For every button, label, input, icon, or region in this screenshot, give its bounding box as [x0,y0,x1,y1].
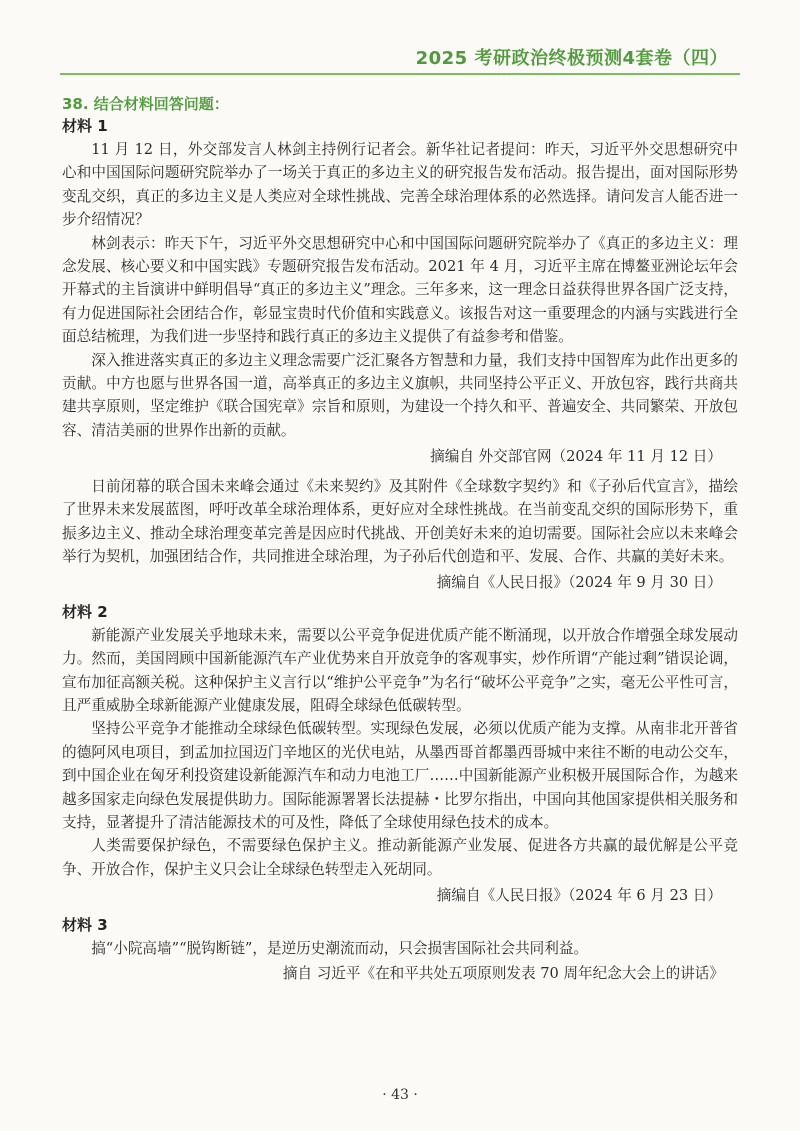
question-title: 38. 结合材料回答问题： [62,95,229,113]
material-2-paragraph: 人类需要保护绿色，不需要绿色保护主义。推动新能源产业发展、促进各方共赢的最优解是公平竞争、开放合作，保护主义只会让全球绿色转型走入死胡同。 [62,837,738,878]
material-2-paragraph: 坚持公平竞争才能推动全球绿色低碳转型。实现绿色发展，必须以优质产能为支撑。从南非北开普省的德阿风电项目，到孟加拉国迈门辛地区的光伏电站，从墨西哥首都墨西哥城中来往不断的电动公交车，到中国企业在匈牙利投资建设新能源汽车和动力电池工厂……中国新能源产业积极开展国际合作，为越来越多国家走向绿色发展提供助力。国际能源署署长法提赫・比罗尔指出，中国向其他国家提供相关服务和支持，显著提升了清洁能源技术的可及性，降低了全球使用绿色技术的成本。 [62,720,738,831]
material-1-source: 摘编自《人民日报》（2024 年 9 月 30 日） [436,574,722,592]
header-title: 2025 考研政治终极预测4套卷（四） [415,48,728,69]
material-1-paragraph: 林剑表示：昨天下午，习近平外交思想研究中心和中国国际问题研究院举办了《真正的多边主义：理念发展、核心要义和中国实践》专题研究报告发布活动。2021 年 4 月，习近平主席在博鳌亚洲论坛年会开幕式的主旨演讲中鲜明倡导“真正的多边主义”理念。三年多来，这一理念日益获得世界各国广泛支持，有力促进国际社会团结合作，彰显宝贵时代价值和实践意义。该报告对这一重要理念的内涵与实践进行全面总结梳理，为我们进一步坚持和践行真正的多边主义提供了有益参考和借鉴。 [62,234,738,346]
material-1-heading: 材料 1 [62,117,108,135]
material-2-heading: 材料 2 [62,602,108,621]
material-1-paragraph: 11 月 12 日，外交部发言人林剑主持例行记者会。新华社记者提问：昨天，习近平外交思想研究中心和中国国际问题研究院举办了一场关于真正的多边主义的研究报告发布活动。报告提出，面对国际形势变乱交织，真正的多边主义是人类应对全球性挑战、完善全球治理体系的必然选择。请问发言人能否进一步介绍情况？ [62,141,738,229]
material-1-source: 摘编自 外交部官网（2024 年 11 月 12 日） [430,448,722,466]
document-body [62,93,738,985]
material-1-paragraph: 深入推进落实真正的多边主义理念需要广泛汇聚各方智慧和力量，我们支持中国智库为此作出更多的贡献。中方也愿与世界各国一道，高举真正的多边主义旗帜，共同坚持公平正义、开放包容，践行共商共建共享原则，坚定维护《联合国宪章》宗旨和原则，为建设一个持久和平、普遍安全、共同繁荣、开放包容、清洁美丽的世界作出新的贡献。 [62,351,738,439]
material-2-paragraph: 新能源产业发展关乎地球未来，需要以公平竞争促进优质产能不断涌现，以开放合作增强全球发展动力。然而，美国罔顾中国新能源汽车产业优势来自开放竞争的客观事实，炒作所谓“产能过剩”错误论调，宣布加征高额关税。这种保护主义言行以“维护公平竞争”为名行“破坏公平竞争”之实，毫无公平性可言，且严重威胁全球新能源产业健康发展，阻碍全球绿色低碳转型。 [62,626,738,714]
material-2-source: 摘编自《人民日报》（2024 年 6 月 23 日） [436,887,722,905]
material-1-paragraph: 日前闭幕的联合国未来峰会通过《未来契约》及其附件《全球数字契约》和《子孙后代宣言》，描绘了世界未来发展蓝图，呼吁改革全球治理体系，更好应对全球性挑战。在当前变乱交织的国际形势下，重振多边主义、推动全球治理变革完善是因应时代挑战、开创美好未来的迫切需要。国际社会应以未来峰会举行为契机，加强团结合作，共同推进全球治理，为子孙后代创造和平、发展、合作、共赢的美好未来。 [62,477,738,565]
material-3-source: 摘自 习近平《在和平共处五项原则发表 70 周年纪念大会上的讲话》 [282,965,724,982]
material-3-paragraph: 搞“小院高墙”“脱钩断链”，是逆历史潮流而动，只会损害国际社会共同利益。 [91,939,589,957]
header-divider [60,73,740,75]
material-3-heading: 材料 3 [62,915,108,934]
page-number: · 43 · [382,1087,418,1103]
